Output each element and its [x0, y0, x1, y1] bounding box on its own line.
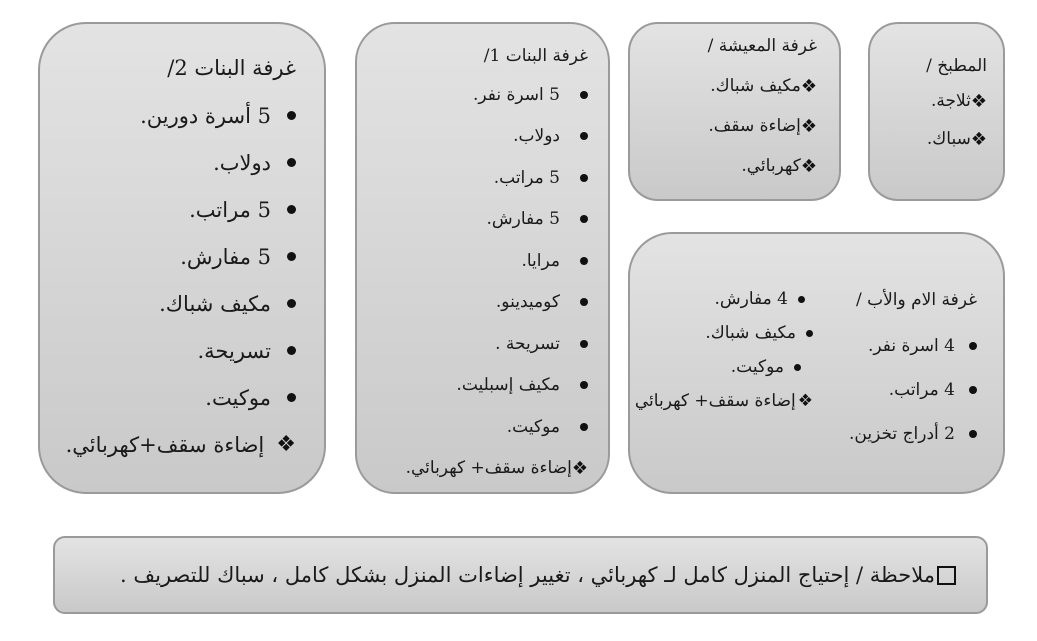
bullet-icon: [287, 158, 296, 167]
diamond-ornament-icon: ❖: [970, 90, 987, 112]
bullet-icon: [287, 252, 296, 261]
list-item: مكيف شباك.: [635, 316, 813, 350]
parents-room-list-right: [849, 324, 977, 456]
kitchen-list: [876, 82, 987, 158]
list-item: ❖ إضاءة سقف+ كهربائي: [634, 391, 813, 411]
bullet-icon: [580, 257, 588, 265]
bullet-icon: [798, 296, 805, 303]
list-item: ❖ مكيف شباك.: [710, 75, 817, 97]
kitchen-box: [868, 22, 1005, 201]
list-item: ❖ ثلاجة.: [930, 90, 987, 112]
girls-room-1-title: غرفة البنات 1/: [483, 46, 588, 66]
bullet-icon: [806, 330, 813, 337]
list-item: كوميدينو.: [363, 282, 588, 324]
list-item: دولاب.: [50, 139, 296, 186]
bullet-icon: [969, 386, 977, 394]
list-item: 2 أدراج تخزين.: [849, 412, 977, 456]
girls-room-2-list: [50, 92, 296, 468]
girls-room-2-box: [38, 22, 326, 494]
list-item: ❖ إضاءة سقف.: [708, 115, 817, 137]
list-item: تسريحة.: [50, 327, 296, 374]
bullet-icon: [580, 132, 588, 140]
list-item: 5 مفارش.: [50, 233, 296, 280]
list-item: مكيف إسبليت.: [363, 365, 588, 407]
bullet-icon: [580, 215, 588, 223]
diamond-ornament-icon: ❖: [800, 75, 817, 97]
bullet-icon: [580, 174, 588, 182]
living-room-box: [628, 22, 841, 201]
list-item: مكيف شباك.: [50, 280, 296, 327]
list-item: ❖ إضاءة سقف+ كهربائي.: [405, 457, 588, 479]
living-room-title: غرفة المعيشة /: [707, 36, 817, 56]
bullet-icon: [580, 381, 588, 389]
bullet-icon: [287, 111, 296, 120]
diamond-ornament-icon: ❖: [800, 155, 817, 177]
parents-room-list-left: [635, 282, 813, 456]
list-item: دولاب.: [363, 116, 588, 158]
checkbox-icon: [937, 566, 956, 585]
bullet-icon: [287, 393, 296, 402]
list-item: موكيت.: [635, 350, 813, 384]
bullet-icon: [969, 342, 977, 350]
diamond-ornament-icon: ❖: [797, 391, 813, 411]
parents-room-box: [628, 232, 1005, 494]
list-item: تسريحة .: [363, 323, 588, 365]
list-item: 5 اسرة نفر.: [363, 74, 588, 116]
kitchen-title: المطبخ /: [926, 56, 987, 76]
list-item: مرايا.: [363, 240, 588, 282]
list-item: ❖ كهربائي.: [741, 155, 817, 177]
bullet-icon: [287, 299, 296, 308]
list-item: 5 أسرة دورين.: [50, 92, 296, 139]
list-item: موكيت.: [50, 374, 296, 421]
girls-room-1-list: [363, 74, 588, 489]
bullet-icon: [580, 340, 588, 348]
bullet-icon: [580, 91, 588, 99]
girls-room-2-title: غرفة البنات 2/: [167, 56, 296, 80]
bullet-icon: [287, 205, 296, 214]
diamond-ornament-icon: ❖: [800, 115, 817, 137]
list-item: 4 مراتب.: [849, 368, 977, 412]
list-item: 4 مفارش.: [635, 282, 813, 316]
list-item: 4 اسرة نفر.: [849, 324, 977, 368]
note-text: ملاحظة / إحتياج المنزل كامل لـ كهربائي ، تغيير إضاءات المنزل بشكل كامل ، سباك للتصريف .: [120, 563, 935, 587]
bullet-icon: [287, 346, 296, 355]
list-item: ❖ إضاءة سقف+كهربائي.: [65, 432, 296, 457]
bullet-icon: [580, 298, 588, 306]
list-item: موكيت.: [363, 406, 588, 448]
diamond-ornament-icon: ❖: [571, 457, 588, 479]
diamond-ornament-icon: ❖: [276, 432, 296, 457]
bullet-icon: [794, 364, 801, 371]
living-room-list: [638, 66, 817, 186]
diamond-ornament-icon: ❖: [970, 128, 987, 150]
bullet-icon: [969, 430, 977, 438]
list-item: 5 مراتب.: [50, 186, 296, 233]
list-item: 5 مفارش.: [363, 199, 588, 241]
girls-room-1-box: [355, 22, 610, 494]
list-item: 5 مراتب.: [363, 157, 588, 199]
parents-room-title: غرفة الام والأب /: [855, 290, 977, 310]
note-box: [53, 536, 988, 614]
list-item: ❖ سباك.: [926, 128, 987, 150]
bullet-icon: [580, 423, 588, 431]
